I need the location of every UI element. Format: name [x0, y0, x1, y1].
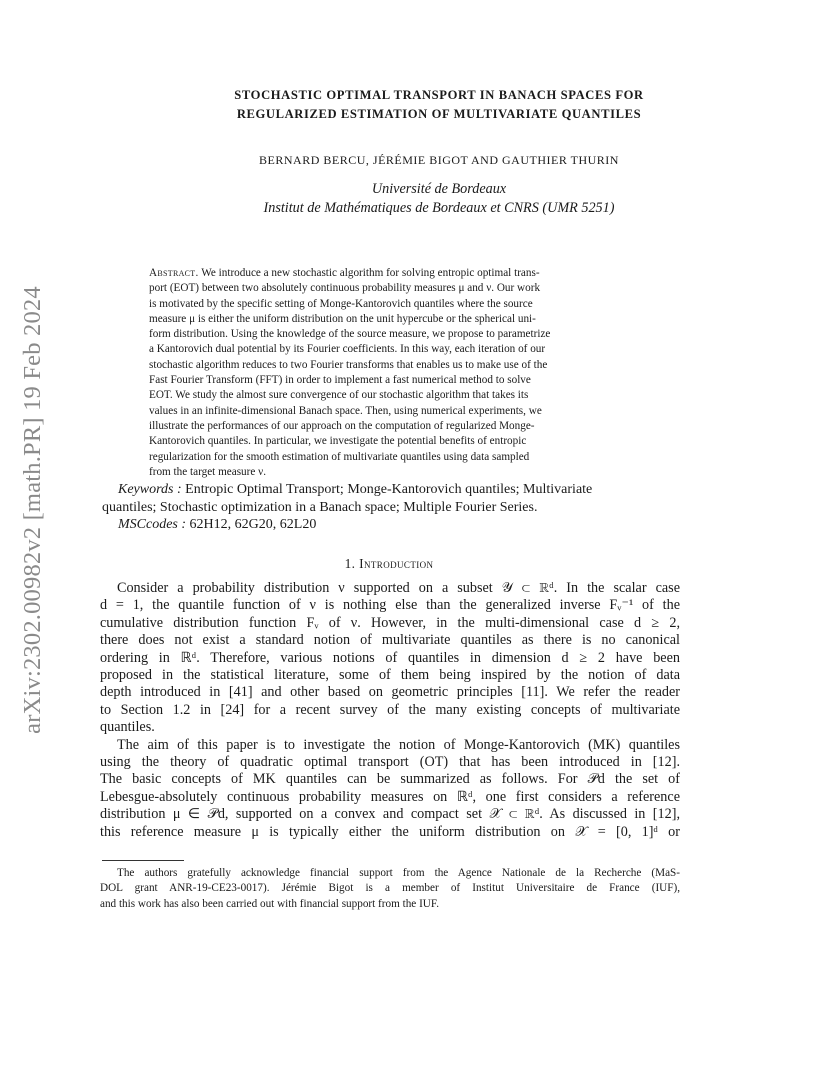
abstract-line: [149, 266, 629, 281]
footnote-line: The authors gratefully acknowledge financial support from the Agence Nationale de la Recherche (MaS-: [117, 867, 680, 879]
abstract-label: Abstract.: [149, 267, 199, 279]
paper-title: [100, 86, 778, 124]
keywords-line: [102, 481, 680, 499]
body-line: Consider a probability distribution ν supported on a subset 𝒴 ⊂ ℝᵈ. In the scalar case: [117, 580, 680, 596]
msc-codes: 62H12, 62G20, 62L20: [189, 517, 317, 532]
affiliation: [100, 180, 778, 218]
abstract-line: is motivated by the specific setting of Monge-Kantorovich quantiles where the source: [149, 297, 533, 310]
abstract-line: illustrate the performances of our approach on the computation of regularized Monge-: [149, 419, 535, 432]
abstract-line: EOT. We study the almost sure convergence of our stochastic algorithm that takes its: [149, 389, 529, 402]
body-line: Lebesgue-absolutely continuous probability measures on ℝᵈ, one first considers a reference: [100, 788, 680, 805]
footnote: [100, 866, 680, 912]
body-line: depth introduced in [41] and other based on geometric principles [11]. We refer the reader: [100, 684, 680, 701]
abstract-line: form distribution. Using the knowledge of the source measure, we propose to parametrize: [149, 328, 551, 341]
body-line: using the theory of quadratic optimal transport (OT) that has been introduced in [12].: [100, 754, 680, 771]
footnote-line: DOL grant ANR-19-CE23-0017). Jérémie Bigot is a member of Institut Universitaire de France (IUF),: [100, 882, 680, 895]
body-line: there does not exist a standard notion of multivariate quantiles as there is no canonical: [100, 632, 680, 649]
abstract: [149, 266, 629, 480]
msc-label: MSCcodes :: [118, 517, 187, 532]
body-line: cumulative distribution function Fᵥ of ν. However, in the multi-dimensional case d ≥ 2,: [100, 614, 680, 631]
abstract-line: port (EOT) between two absolutely continuous probability measures μ and ν. Our work: [149, 282, 541, 295]
keywords-block: [102, 481, 680, 534]
keywords-label: Keywords :: [118, 482, 182, 497]
abstract-line: measure μ is either the uniform distribution on the unit hypercube or the spherical uni-: [149, 312, 536, 325]
body-line: d = 1, the quantile function of ν is nothing else than the generalized inverse Fᵥ⁻¹ of the: [100, 597, 680, 614]
abstract-line: Fast Fourier Transform (FFT) in order to implement a fast numerical method to solve: [149, 374, 531, 387]
abstract-line: a Kantorovich dual potential by its Fourier coefficients. In this way, each iteration of our: [149, 343, 546, 356]
body-line: proposed in the statistical literature, some of them being inspired by the notion of data: [100, 667, 680, 684]
abstract-line: Kantorovich quantiles. In particular, we investigate the potential benefits of entropic: [149, 435, 527, 448]
affiliation-line: Université de Bordeaux: [371, 181, 507, 197]
title-line: REGULARIZED ESTIMATION OF MULTIVARIATE QUANTILES: [236, 107, 642, 121]
body-line: distribution μ ∈ 𝒫d, supported on a convex and compact set 𝒳 ⊂ ℝᵈ. As discussed in [12],: [100, 806, 680, 823]
footnote-divider: [102, 860, 184, 861]
abstract-line: from the target measure ν.: [149, 465, 266, 478]
arxiv-sidebar-stamp: [8, 270, 58, 750]
introduction-body: [100, 580, 680, 841]
body-line: this reference measure μ is typically either the uniform distribution on 𝒳 = [0, 1]ᵈ or: [100, 823, 680, 840]
body-line: to Section 1.2 in [24] for a recent survey of the many existing concepts of multivariate: [100, 701, 680, 718]
body-line: The basic concepts of MK quantiles can be summarized as follows. For 𝒫d the set of: [100, 771, 680, 788]
abstract-text: We introduce a new stochastic algorithm for solving entropic optimal trans-: [201, 267, 540, 279]
msc-line: [102, 516, 680, 534]
author-list: BERNARD BERCU, JÉRÉMIE BIGOT AND GAUTHIER THURIN: [259, 153, 619, 167]
title-line: STOCHASTIC OPTIMAL TRANSPORT IN BANACH SPACES FOR: [234, 88, 644, 102]
body-line: ordering in ℝᵈ. Therefore, various notions of quantiles in dimension d ≥ 2 have been: [100, 649, 680, 666]
abstract-line: values in an infinite-dimensional Banach space. Then, using numerical experiments, we: [149, 404, 542, 417]
keywords-line: quantiles; Stochastic optimization in a Banach space; Multiple Fourier Series.: [102, 499, 538, 515]
abstract-line: regularization for the smooth estimation of multivariate quantiles using data sampled: [149, 450, 530, 463]
footnote-line: and this work has also been carried out with financial support from the IUF.: [100, 897, 439, 910]
arxiv-identifier: arXiv:2302.00982v2 [math.PR] 19 Feb 2024: [19, 286, 46, 734]
abstract-line: stochastic algorithm reduces to two Fourier transforms that enables us to make use of the: [149, 358, 548, 371]
section-heading: 1. Introduction: [344, 556, 434, 571]
affiliation-line: Institut de Mathématiques de Bordeaux et CNRS (UMR 5251): [263, 200, 615, 216]
body-line: quantiles.: [100, 719, 155, 736]
keywords-text: Entropic Optimal Transport; Monge-Kantorovich quantiles; Multivariate: [185, 482, 593, 497]
body-line: The aim of this paper is to investigate the notion of Monge-Kantorovich (MK) quantiles: [117, 736, 680, 753]
